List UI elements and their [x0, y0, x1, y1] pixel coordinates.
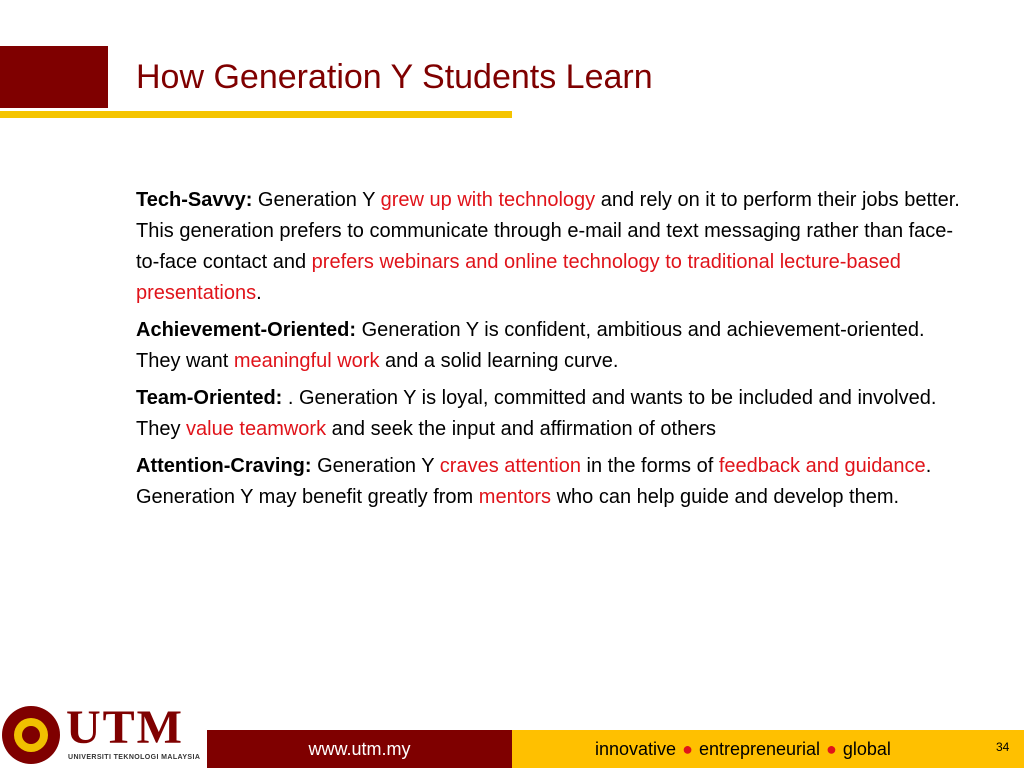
text: . Generation Y is loyal, committed and wants to be included and involved. They [136, 387, 937, 440]
footer-url-bar [207, 730, 512, 768]
text: and rely on it to perform their jobs better. This generation prefers to communicate through e-mail and text messaging rather than face-to-face contact and [136, 189, 960, 273]
slide-body [136, 185, 966, 519]
text: . [256, 282, 262, 304]
utm-logo [0, 702, 205, 768]
title-underline [0, 111, 512, 118]
highlight: meaningful work [233, 350, 380, 372]
page-number: 34 [996, 740, 1010, 754]
title-accent-block [0, 46, 108, 108]
text: Generation Y is confident, ambitious and achievement-oriented. They want [136, 319, 925, 372]
label-achievement-oriented: Achievement-Oriented: [136, 319, 357, 341]
slide-title: How Generation Y Students Learn [136, 58, 653, 96]
highlight: value teamwork [186, 418, 327, 440]
highlight: prefers webinars and online technology to traditional lecture-based presentations [136, 251, 901, 304]
tagline-word: global [842, 738, 891, 759]
text: and seek the input and affirmation of others [326, 418, 716, 440]
highlight: grew up with technology [380, 189, 596, 211]
footer-url[interactable]: www.utm.my [308, 738, 411, 759]
footer-tagline-bar [512, 730, 1024, 768]
label-team-oriented: Team-Oriented: [136, 387, 283, 409]
bullet-dot-icon: ● [826, 738, 837, 759]
bullet-dot-icon: ● [682, 738, 693, 759]
tagline-word: innovative [595, 738, 677, 759]
paragraph-tech-savvy [136, 185, 966, 309]
paragraph-attention-craving [136, 451, 966, 513]
label-tech-savvy: Tech-Savvy: [136, 189, 253, 211]
paragraph-team-oriented [136, 383, 966, 445]
text: Generation Y [252, 189, 381, 211]
logo-subtitle: UNIVERSITI TEKNOLOGI MALAYSIA [68, 754, 201, 761]
text: and a solid learning curve. [379, 350, 619, 372]
logo-wordmark: UTM [66, 701, 184, 754]
tagline-word: entrepreneurial [698, 738, 821, 759]
label-attention-craving: Attention-Craving: [136, 455, 312, 477]
text: . Generation Y may benefit greatly from [136, 455, 932, 508]
paragraph-achievement-oriented [136, 315, 966, 377]
highlight: mentors [478, 486, 552, 508]
footer-tagline [595, 730, 891, 768]
text: who can help guide and develop them. [551, 486, 900, 508]
highlight: craves attention [439, 455, 581, 477]
university-seal-icon [2, 706, 60, 764]
text: Generation Y [311, 455, 440, 477]
text: in the forms of [581, 455, 719, 477]
highlight: feedback and guidance [718, 455, 926, 477]
